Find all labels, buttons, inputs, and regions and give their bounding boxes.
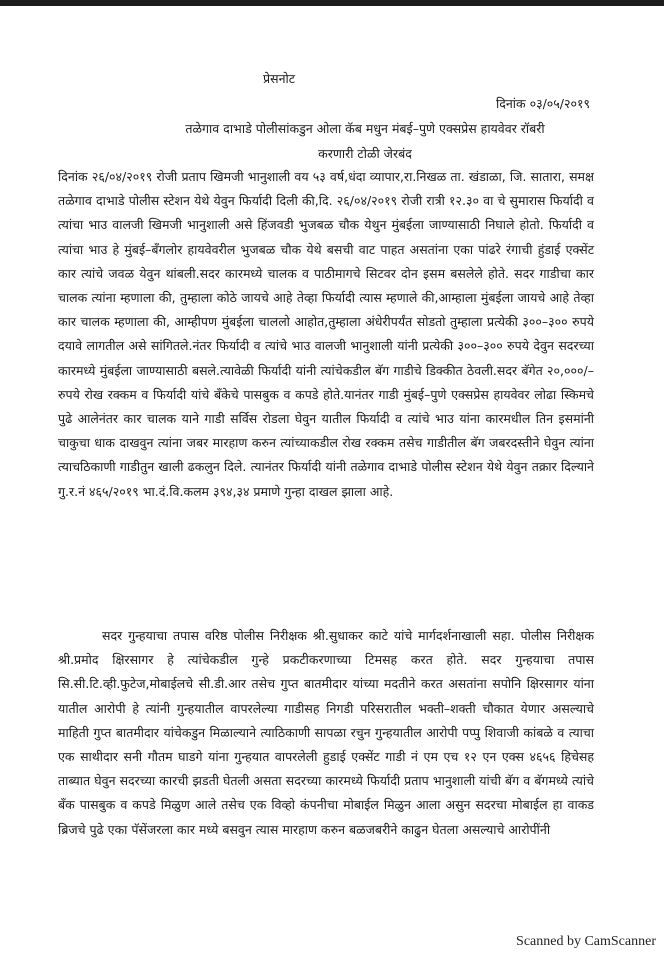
paragraph-2-text: सदर गुन्हयाचा तपास वरिष्ठ पोलीस निरीक्षक श्री.सुधाकर काटे यांचे मार्गदर्शनाखाली सहा. पोलीस निरीक्षक श्री.प्रमोद क्षिरसागर हे त्यांचेकडील गुन्हे प्रकटीकरणाच्या टिमसह करत होते. सदर गुन्हयाचा तपास सि.सी.टि.व्ही.फुटेज,मोबाईलचे सी.डी.आर तसेच गुप्त बातमीदार यांच्या मदतीने करत असतांना सपोनि क्षिरसागर यांना यातील आरोपी हे त्यांनी गुन्हयातील वापरलेल्या गाडीसह निगडी परिसरातील भक्ती–शक्ती चौकात येणार असल्याचे माहिती गुप्त बातमीदार यांचेकडुन मिळाल्याने त्याठिकाणी सापळा रचुन गुन्हयातील आरोपी पप्पु शिवाजी कांबळे व त्याचा एक साथीदार सनी गौतम घाडगे यांना गुन्हयात वापरलेली हुडाई एक्सेंट गाडी नं एम एच १२ एन एक्स ४६५६ हिचेसह ताब्यात घेवुन सदरच्या कारची झडती घेतली असता सदरच्या कारमध्ये फिर्यादी प्रताप भानुशाली यांची बॅग व बॅगमध्ये त्यांचे बॅंक पासबुक व कपडे मिळुण आले तसेच एक विव्हो कंपनीचा मोबाईल मिळुन आला असुन सदरचा मोबाईल हा वाकड ब्रिजचे पुढे एका पॅसेंजरला कार मध्ये बसवुन त्यास मारहाण करुन बळजबरीने काढुन घेतला असल्याचे आरोपींनी (58, 628, 594, 837)
scan-top-border (0, 0, 664, 6)
heading-line-2: करणारी टोळी जेरबंद (318, 146, 412, 161)
paragraph-2 (58, 624, 594, 842)
paragraph-1-text: दिनांक २६/०४/२०१९ रोजी प्रताप खिमजी भानुशाली वय ५३ वर्ष,धंदा व्यापार,रा.निखळ ता. खंडाळा, जि. सातारा, समक्ष तळेगाव दाभाडे पोलीस स्टेशन येथे येवुन फिर्यादी दिली की,दि. २६/०४/२०१९ रोजी रात्री १२.३० वा चे सुमारास फिर्यादी व त्यांचा भाउ वालजी खिमजी भानुशाली असे हिंजवडी भुजबळ चौक येथुन मुंबईला जाण्यासाठी निघाले होतो. फिर्यादी व त्यांचा भाउ हे मुंबई–बॅंगलोर हायवेवरील भुजबळ चौक येथे बसची वाट पाहत असतांना एका पांढरे रंगाची हुंडाई एक्सेंट कार त्यांचे जवळ येवुन थांबली.सदर कारमध्ये चालक व पाठीमागचे सिटवर दोन इसम बसलेले होते. सदर गाडीचा कार चालक त्यांना म्हणाला की, तुम्हाला कोठे जायचे आहे तेव्हा फिर्यादी त्यास म्हणाले की,आम्हाला मुंबईला जायचे आहे तेव्हा कार चालक म्हणाला की, आम्हीपण मुंबईला चाललो आहोत,तुम्हाला अंधेरीपर्यंत सोडतो तुम्हाला प्रत्येकी ३००–३०० रुपये दयावे लागतील असे सांगितले.नंतर फिर्यादी व त्यांचे भाउ वालजी भानुशाली यांनी प्रत्येकी ३००–३०० रुपये देवुन सदरच्या कारमध्ये मुंबईला जाण्यासाठी बसले.त्यावेळी फिर्यादी यांनी त्यांचेकडील बॅग गाडीचे डिक्कीत ठेवली.सदर बॅगेत २०,०००/–रुपये रोख रक्कम व फिर्यादी यांचे बॅंकेचे पासबुक व कपडे होते.यानंतर गाडी मुंबई–पुणे एक्सप्रेस हायवेवर लोढा स्किमचे पुढे आलेनंतर कार चालक याने गाडी सर्विस रोडला घेवुन यातील फिर्यादी व त्यांचे भाउ यांना कारमधील तिन इसमांनी चाकुचा धाक दाखवुन त्यांना जबर मारहाण करुन त्यांच्याकडील रोख रक्कम तसेच गाडीतील बॅग जबरदस्तीने घेवुन त्यांना त्याचठिकाणी गाडीतुन खाली ढकलुन दिले. त्यानंतर फिर्यादी यांनी तळेगाव दाभाडे पोलीस स्टेशन येथे येवुन तक्रार दिल्याने गु.र.नं ४६५/२०१९ भा.दं.वि.कलम ३९४,३४ प्रमाणे गुन्हा दाखल झाला आहे. (58, 169, 594, 499)
document-heading (140, 116, 590, 166)
heading-line-1: तळेगाव दाभाडे पोलीसांकडुन ओला कॅब मधुन मंबई–पुणे एक्सप्रेस हायवेवर रॉबरी (185, 121, 545, 136)
camscanner-watermark: Scanned by CamScanner (516, 934, 656, 949)
document-title: प्रेसनोट (263, 71, 296, 86)
document-date: दिनांक ०३/०५/२०१९ (495, 96, 590, 111)
paragraph-1 (58, 165, 594, 504)
